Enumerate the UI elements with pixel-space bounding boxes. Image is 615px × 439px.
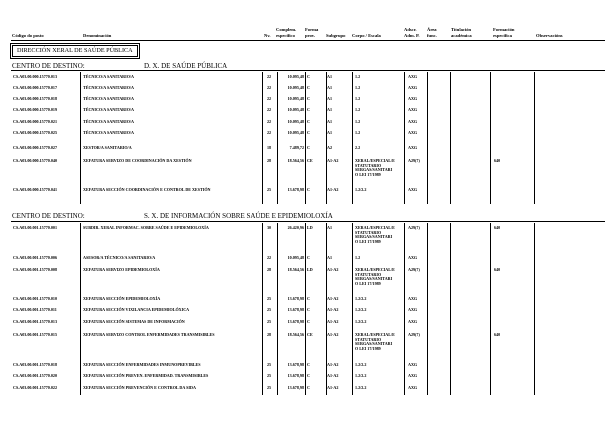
column-divider <box>534 223 535 395</box>
row-forma-provision: C <box>307 385 310 390</box>
row-denominacion: TÉCNICO/A SANITARIO/A <box>83 74 134 79</box>
row-subgrupo: A1 <box>327 85 333 90</box>
row-code: CS.A03.00.001.15770.001 <box>13 225 58 230</box>
row-adscricion: AXG <box>408 373 418 378</box>
centro-name: S. X. DE INFORMACIÓN SOBRE SAÚDE E EPIDEMIOLOXÍA <box>144 212 333 220</box>
row-code: CS.A03.00.000.15770.025 <box>13 130 58 135</box>
row-code: CS.A03.00.000.15770.021 <box>13 119 58 124</box>
row-complemento: 13.678,98 <box>287 373 304 378</box>
header-complemento-top: Complem. <box>276 27 297 32</box>
row-complemento: 13.678,98 <box>287 296 304 301</box>
header-subgrupo: Subgrupo <box>326 33 346 38</box>
row-corpo-escala: XERAL/ESPECIAL/E STATUTARIO SERGAS/SANITARI O LEI 17/1989 <box>355 332 395 351</box>
row-forma-provision: CE <box>307 332 313 337</box>
row-nivel: 25 <box>266 187 272 192</box>
row-complemento: 10.095,48 <box>287 85 304 90</box>
row-adscricion: A29(7) <box>408 158 420 163</box>
row-denominacion: XESTOR/A SANITARIO/A <box>83 145 132 150</box>
row-code: CS.A03.00.000.15770.013 <box>13 74 58 79</box>
row-code: CS.A03.00.000.15770.018 <box>13 96 58 101</box>
row-adscricion: AXG <box>408 385 418 390</box>
row-adscricion: AXG <box>408 96 418 101</box>
row-adscricion: AXG <box>408 296 418 301</box>
row-nivel: 22 <box>266 130 272 135</box>
row-nivel: 25 <box>266 362 272 367</box>
row-subgrupo: A1 <box>327 74 333 79</box>
row-corpo-escala: 1.2/2.2 <box>355 187 367 192</box>
row-nivel: 22 <box>266 119 272 124</box>
row-nivel: 18 <box>266 145 272 150</box>
column-divider <box>80 72 81 204</box>
row-forma-provision: LD <box>307 225 313 230</box>
centro-label: CENTRO DE DESTINO: <box>12 62 85 70</box>
row-forma-provision: C <box>307 307 310 312</box>
row-denominacion: XEFATURA SECCIÓN COORDINACIÓN E CONTROL DE XESTIÓN <box>83 187 211 192</box>
row-complemento: 18.564,56 <box>287 158 304 163</box>
row-complemento: 7.489,72 <box>289 145 304 150</box>
row-adscricion: AXG <box>408 85 418 90</box>
row-nivel: 22 <box>266 96 272 101</box>
header-codigo: Código do posto <box>12 33 44 38</box>
row-complemento: 18.564,56 <box>287 267 304 272</box>
column-divider <box>277 223 278 395</box>
row-complemento: 10.095,48 <box>287 130 304 135</box>
row-subgrupo: A1 <box>327 130 333 135</box>
row-corpo-escala: 1.2/2.2 <box>355 296 367 301</box>
row-forma-provision: C <box>307 296 310 301</box>
row-nivel: 25 <box>266 296 272 301</box>
row-corpo-escala: 1.2 <box>355 119 361 124</box>
row-complemento: 13.678,98 <box>287 307 304 312</box>
row-nivel: 28 <box>266 267 272 272</box>
row-nivel: 22 <box>266 74 272 79</box>
row-corpo-escala: XERAL/ESPECIAL/E STATUTARIO SERGAS/SANITARI O LEI 17/1989 <box>355 267 395 286</box>
header-forma-top: Forma <box>305 27 319 32</box>
row-complemento: 26.420,96 <box>287 225 304 230</box>
row-forma-provision: C <box>307 130 310 135</box>
column-divider <box>262 223 263 395</box>
row-complemento: 10.095,48 <box>287 74 304 79</box>
row-subgrupo: A1-A2 <box>327 187 339 192</box>
header-observacions: Observacións <box>536 33 563 38</box>
row-denominacion: TÉCNICO/A SANITARIO/A <box>83 96 134 101</box>
row-subgrupo: A1-A2 <box>327 385 339 390</box>
column-divider <box>534 72 535 204</box>
row-subgrupo: A1 <box>327 107 333 112</box>
row-code: CS.A03.00.001.15770.011 <box>13 307 57 312</box>
row-subgrupo: A1 <box>327 119 333 124</box>
row-subgrupo: A1-A2 <box>327 158 339 163</box>
row-nivel: 28 <box>266 332 272 337</box>
row-corpo-escala: 1.2/2.2 <box>355 362 367 367</box>
row-code: CS.A03.00.001.15770.022 <box>13 385 58 390</box>
row-subgrupo: A1-A2 <box>327 362 339 367</box>
row-nivel: 25 <box>266 307 272 312</box>
row-subgrupo: A1 <box>327 255 333 260</box>
column-divider <box>490 223 491 395</box>
row-complemento: 13.678,98 <box>287 385 304 390</box>
row-code: CS.A03.00.000.15770.019 <box>13 107 58 112</box>
header-formacion-bottom: específica <box>493 33 512 38</box>
header-denominacion: Denominación <box>83 33 112 38</box>
row-forma-provision: C <box>307 119 310 124</box>
row-denominacion: XEFATURA SERVIZO CONTROL ENFERMIDADES TRANSMISIBLES <box>83 332 215 337</box>
row-denominacion: XEFATURA SECCIÓN VIXILANCIA EPIDEMIOLÓXICA <box>83 307 190 312</box>
row-denominacion: XEFATURA SECCIÓN ENFERMIDADES INMUNOPREVIBLES <box>83 362 201 367</box>
row-forma-provision: C <box>307 96 310 101</box>
row-code: CS.A03.00.001.15770.018 <box>13 362 58 367</box>
row-forma-provision: CE <box>307 158 313 163</box>
row-subgrupo: A1-A2 <box>327 373 339 378</box>
header-adscr-bottom: Adm. P. <box>404 33 420 38</box>
header-forma-bottom: prov. <box>305 33 315 38</box>
column-divider <box>80 223 81 395</box>
row-complemento: 13.678,98 <box>287 362 304 367</box>
row-nivel: 22 <box>266 85 272 90</box>
row-code: CS.A03.00.000.15770.041 <box>13 187 58 192</box>
row-denominacion: ASESOR/A TÉCNICO/A SANITARIO/A <box>83 255 156 260</box>
row-forma-provision: C <box>307 255 310 260</box>
row-forma-provision: C <box>307 145 310 150</box>
row-subgrupo: A1-A2 <box>327 267 339 272</box>
row-code: CS.A03.00.000.15770.017 <box>13 85 58 90</box>
row-formacion: 640 <box>494 225 501 230</box>
row-code: CS.A03.00.001.15770.006 <box>13 255 58 260</box>
row-denominacion: XEFATURA SECCIÓN EPIDEMIOLOXÍA <box>83 296 161 301</box>
row-adscricion: A29(7) <box>408 267 420 272</box>
column-divider <box>326 223 327 395</box>
row-nivel: 25 <box>266 319 272 324</box>
row-corpo-escala: 1.2 <box>355 96 361 101</box>
row-subgrupo: A1-A2 <box>327 307 339 312</box>
column-divider <box>427 223 428 395</box>
row-code: CS.A03.00.000.15770.040 <box>13 158 58 163</box>
row-corpo-escala: 2.2 <box>355 145 361 150</box>
column-divider <box>450 72 451 204</box>
centro-name: D. X. DE SAÚDE PÚBLICA <box>144 62 228 70</box>
header-corpo: Corpo / Escala <box>352 33 381 38</box>
row-subgrupo: A1 <box>327 225 333 230</box>
row-code: CS.A03.00.001.15770.013 <box>13 319 58 324</box>
row-complemento: 13.678,98 <box>287 187 304 192</box>
centro-label: CENTRO DE DESTINO: <box>12 212 85 220</box>
row-corpo-escala: 1.2 <box>355 255 361 260</box>
row-corpo-escala: 1.2 <box>355 107 361 112</box>
row-denominacion: XEFATURA SERVIZO DE COORDINACIÓN DA XESTIÓN <box>83 158 192 163</box>
row-adscricion: A29(7) <box>408 225 420 230</box>
header-adscr-top: Adscr. <box>404 27 417 32</box>
column-divider <box>427 72 428 204</box>
header-titulacion-top: Titulación <box>451 27 472 32</box>
row-adscricion: AXG <box>408 362 418 367</box>
row-adscricion: AXG <box>408 119 418 124</box>
row-corpo-escala: 1.2 <box>355 130 361 135</box>
section-title: DIRECCIÓN XERAL DE SAÚDE PÚBLICA <box>12 45 138 57</box>
header-nivel: Nv. <box>264 33 271 38</box>
header-complemento-bottom: específico <box>276 33 295 38</box>
row-nivel: 22 <box>266 107 272 112</box>
row-nivel: 30 <box>266 225 272 230</box>
row-subgrupo: A1 <box>327 96 333 101</box>
row-code: CS.A03.00.001.15770.010 <box>13 296 58 301</box>
row-corpo-escala: XERAL/ESPECIAL/E STATUTARIO SERGAS/SANITARI O LEI 17/1989 <box>355 158 395 177</box>
row-denominacion: TÉCNICO/A SANITARIO/A <box>83 119 134 124</box>
centro-rule <box>11 221 605 222</box>
column-divider <box>404 223 405 395</box>
row-forma-provision: C <box>307 373 310 378</box>
row-denominacion: TÉCNICO/A SANITARIO/A <box>83 130 134 135</box>
column-divider <box>326 72 327 204</box>
header-rule <box>11 40 605 41</box>
row-code: CS.A03.00.001.15770.015 <box>13 332 58 337</box>
row-forma-provision: C <box>307 74 310 79</box>
row-forma-provision: C <box>307 187 310 192</box>
row-adscricion: AXG <box>408 130 418 135</box>
row-adscricion: AXG <box>408 187 418 192</box>
row-forma-provision: C <box>307 85 310 90</box>
row-subgrupo: A1-A2 <box>327 332 339 337</box>
row-formacion: 640 <box>494 332 501 337</box>
row-subgrupo: A1-A2 <box>327 296 339 301</box>
column-divider <box>404 72 405 204</box>
row-adscricion: AXG <box>408 74 418 79</box>
row-denominacion: SUBDIR. XERAL INFORMAC. SOBRE SAÚDE E EPIDEMIOLOXÍA <box>83 225 209 230</box>
row-corpo-escala: XERAL/ESPECIAL/E STATUTARIO SERGAS/SANITARI O LEI 17/1989 <box>355 225 395 244</box>
row-corpo-escala: 1.2 <box>355 85 361 90</box>
header-area-bottom: func. <box>427 33 437 38</box>
row-forma-provision: C <box>307 319 310 324</box>
row-forma-provision: C <box>307 107 310 112</box>
column-divider <box>305 223 306 395</box>
row-complemento: 18.564,56 <box>287 332 304 337</box>
column-divider <box>277 72 278 204</box>
centro-rule <box>11 70 605 71</box>
column-divider <box>305 72 306 204</box>
row-corpo-escala: 1.2 <box>355 74 361 79</box>
row-subgrupo: A1-A2 <box>327 319 339 324</box>
column-divider <box>352 223 353 395</box>
column-divider <box>450 223 451 395</box>
header-formacion-top: Formación <box>493 27 515 32</box>
row-forma-provision: C <box>307 362 310 367</box>
column-divider <box>262 72 263 204</box>
row-corpo-escala: 1.2/2.2 <box>355 307 367 312</box>
row-adscricion: AXG <box>408 319 418 324</box>
row-adscricion: AXG <box>408 107 418 112</box>
row-denominacion: TÉCNICO/A SANITARIO/A <box>83 107 134 112</box>
row-nivel: 22 <box>266 255 272 260</box>
header-area-top: Área <box>427 27 437 32</box>
row-forma-provision: LD <box>307 267 313 272</box>
row-nivel: 25 <box>266 373 272 378</box>
row-complemento: 10.095,48 <box>287 96 304 101</box>
row-nivel: 25 <box>266 385 272 390</box>
row-subgrupo: A2 <box>327 145 333 150</box>
row-adscricion: A29(7) <box>408 332 420 337</box>
row-corpo-escala: 1.2/2.2 <box>355 373 367 378</box>
row-denominacion: XEFATURA SECCIÓN SISTEMAS DE INFORMACIÓN <box>83 319 185 324</box>
row-complemento: 10.095,48 <box>287 255 304 260</box>
row-code: CS.A03.00.001.15770.020 <box>13 373 58 378</box>
row-complemento: 13.678,98 <box>287 319 304 324</box>
row-denominacion: XEFATURA SECCIÓN PREVEN. ENFERMIDAD. TRANSMISIBLES <box>83 373 209 378</box>
row-corpo-escala: 1.2/2.2 <box>355 385 367 390</box>
row-complemento: 10.095,48 <box>287 107 304 112</box>
row-code: CS.A03.00.001.15770.008 <box>13 267 58 272</box>
row-code: CS.A03.00.000.15770.027 <box>13 145 58 150</box>
row-adscricion: AXG <box>408 145 418 150</box>
row-denominacion: XEFATURA SERVIZO EPIDEMIOLOXÍA <box>83 267 160 272</box>
header-titulacion-bottom: académica <box>451 33 472 38</box>
row-adscricion: AXG <box>408 255 418 260</box>
column-divider <box>490 72 491 204</box>
row-nivel: 28 <box>266 158 272 163</box>
row-corpo-escala: 1.2/2.2 <box>355 319 367 324</box>
row-complemento: 10.095,48 <box>287 119 304 124</box>
row-formacion: 640 <box>494 267 501 272</box>
row-denominacion: XEFATURA SECCIÓN PREVENCIÓN E CONTROL DA SIDA <box>83 385 196 390</box>
row-formacion: 640 <box>494 158 501 163</box>
row-adscricion: AXG <box>408 307 418 312</box>
row-denominacion: TÉCNICO/A SANITARIO/A <box>83 85 134 90</box>
column-divider <box>352 72 353 204</box>
